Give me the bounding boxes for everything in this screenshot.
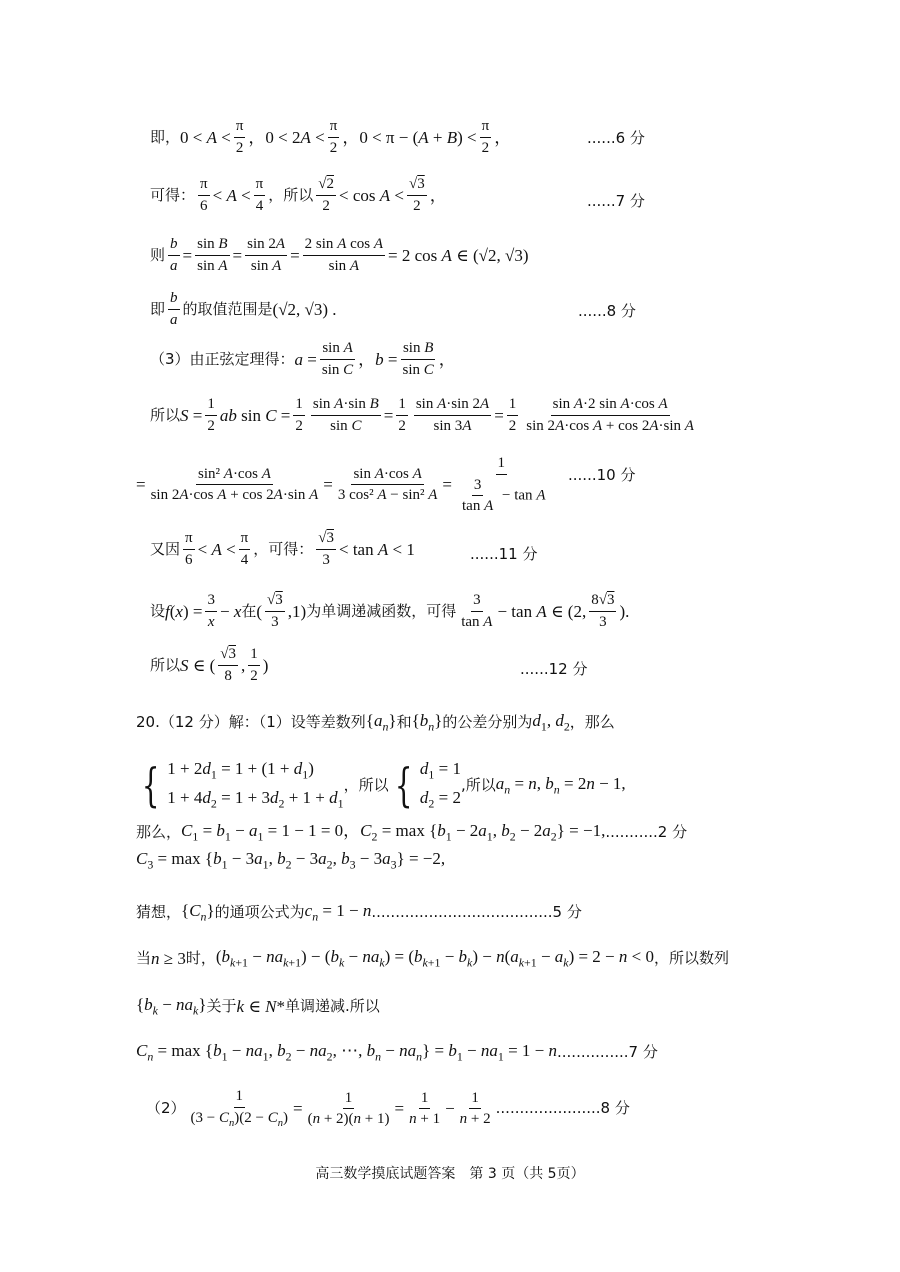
fraction: $\frac{1}{2}$ bbox=[295, 396, 303, 434]
score-marker: ...........2 分 bbox=[605, 823, 688, 842]
answer-line-6: 所以 S = $\frac{1}{2}$ ab sin C = $\frac{1}{2}$ $\frac{\text{sin A·sin B}}{\text{sin C}}$ = $\frac{1}{2}$ $\frac{\text{sin A·sin 2A}}{\sin 3A}$ = $\frac{1}{2}$ $\frac{\text{sin A·2 sin A·cos A}}{\text{sin 2A·cos A + cos 2A·sin A}}$ bbox=[150, 396, 694, 434]
fraction: $\frac{\text{sin A}}{\text{sin C}}$ bbox=[321, 340, 354, 378]
when-line: 当 n ≥ 3 时， $(b_{k+1} - na_{k+1}) - (b_k - na_k) = (b_{k+1} - b_k) - n(a_{k+1} - a_k) = 2 - n < 0$ ，所以数列 bbox=[136, 947, 730, 970]
fraction: $\frac{1}{(3 - C_n)(2 - C_n)}$ bbox=[190, 1088, 288, 1129]
text-mid: 的通项公式为 bbox=[214, 903, 305, 922]
math-expression: ，0 < 2A < bbox=[248, 127, 325, 147]
fraction: $\frac{b}{a}$ bbox=[170, 236, 178, 274]
score-marker: ......................................5 分 bbox=[371, 903, 582, 922]
text-tail: ，那么 bbox=[569, 713, 615, 732]
text-lead: 猜想， bbox=[136, 903, 182, 922]
fraction: 1 $\frac{3}{\text{tan A}}$ − tan A bbox=[462, 455, 546, 514]
fraction: $\frac{√3}{3}$ bbox=[267, 592, 283, 630]
text-lead: 即 bbox=[150, 299, 166, 318]
fraction: $\frac{3}{\text{tan A}}$ bbox=[461, 592, 493, 630]
fraction: $\frac{\pi}{4}$ bbox=[240, 530, 249, 568]
score-marker: ......11 分 bbox=[470, 545, 538, 563]
answer-line-5: （3）由正弦定理得： a = $\frac{\text{sin A}}{\text{sin C}}$ ，b = $\frac{\text{sin B}}{\text{sin C}}$ ， bbox=[150, 340, 456, 378]
score-marker: ......10 分 bbox=[568, 466, 636, 484]
text-mid: 和 bbox=[396, 713, 412, 732]
text-mid: ，可得： bbox=[253, 539, 314, 558]
text-lead: 20.（12 分）解：（1）设等差数列 bbox=[136, 713, 366, 732]
fraction: $\frac{\pi}{6}$ bbox=[200, 176, 208, 214]
answer-line-1: 即， 0 < A < $\frac{\pi}{2}$ ，0 < 2A < $\frac{\pi}{2}$ ，0 < π − (A + B) < $\frac{\pi}{2}$ ， bbox=[150, 118, 512, 156]
answer-line-10: 所以 S ∈ ( $\frac{√3}{8}$ , $\frac{1}{2}$ ) bbox=[150, 646, 269, 684]
fraction: $\frac{\text{sin² A·cos A}}{\text{sin 2A·cos A + cos 2A·sin A}}$ bbox=[150, 465, 319, 504]
score-marker: ......8 分 bbox=[578, 302, 636, 320]
fraction: $\frac{√3}{8}$ bbox=[220, 646, 236, 684]
fraction: $\frac{b}{a}$ bbox=[170, 290, 178, 328]
text-lead: （2） bbox=[146, 1099, 186, 1118]
text-lead: 则 bbox=[150, 245, 166, 264]
text-lead: （3）由正弦定理得： bbox=[150, 349, 295, 368]
monotonic-line: $\{b_k - na_k\}$ 关于 k ∈ N* 单调递减.所以 bbox=[136, 995, 380, 1018]
fraction: $\frac{8√3}{3}$ bbox=[591, 592, 615, 630]
score-marker: ......12 分 bbox=[520, 660, 588, 678]
fraction: $\frac{\text{sin B}}{\text{sin C}}$ bbox=[402, 340, 434, 378]
answer-line-7: = $\frac{\text{sin² A·cos A}}{\text{sin 2A·cos A + cos 2A·sin A}}$ = $\frac{\text{sin A·cos A}}{\text{3 cos² A − sin² A}}$ = 1 $\frac{3}{\text{tan A}}$ − tan A bbox=[136, 455, 546, 514]
score-marker: ......6 分 bbox=[587, 129, 645, 147]
text-lead: 即， bbox=[150, 127, 181, 146]
text-mid: 为单调递减函数，可得 bbox=[306, 601, 457, 620]
fraction: $\frac{\text{sin B}}{\text{sin A}}$ bbox=[197, 236, 228, 274]
math-expression: 0 < A < bbox=[180, 127, 231, 147]
fraction: $\frac{√3}{2}$ bbox=[408, 176, 425, 214]
text-lead: 所以 bbox=[150, 405, 181, 424]
fraction: $\frac{1}{2}$ bbox=[398, 396, 406, 434]
score-marker: ...............7 分 bbox=[557, 1043, 658, 1062]
fraction: $\frac{\pi}{2}$ bbox=[235, 118, 244, 156]
text-mid: 在 bbox=[241, 601, 257, 620]
guess-line: 猜想， $\{C_n\}$ 的通项公式为 $c_n = 1 - n$ ......................................5 分 bbox=[136, 901, 582, 924]
text-lead: 当 bbox=[136, 949, 152, 968]
text-mid: ，所以 bbox=[268, 185, 314, 204]
fraction: $\frac{1}{n + 2}$ bbox=[459, 1089, 491, 1128]
text-mid: 关于 bbox=[206, 997, 237, 1016]
text-lead: 可得： bbox=[150, 185, 196, 204]
equation-system: { $1 + 2d_1 = 1 + (1 + d_1)$ $1 + 4d_2 = 1 + 3d_2 + 1 + d_1$ bbox=[141, 758, 344, 813]
math-expression: = 2 cos A ∈ (√2, √3) bbox=[388, 245, 529, 265]
fraction: $\frac{3}{x}$ bbox=[207, 592, 215, 630]
text-lead: 又因 bbox=[150, 539, 181, 558]
problem-20-heading: 20.（12 分）解：（1）设等差数列 $\{a_n\}$ 和 $\{b_n\}$ 的公差分别为 $d_1$, $d_2$ ，那么 bbox=[136, 711, 615, 734]
text-tail: ,所以 bbox=[460, 775, 496, 794]
fraction: $\frac{1}{2}$ bbox=[508, 396, 517, 434]
fraction: $\frac{\pi}{4}$ bbox=[255, 176, 264, 214]
math-expression: < cos A < bbox=[339, 185, 404, 205]
answer-line-8: 又因 $\frac{\pi}{6}$ < A < $\frac{\pi}{4}$ ，可得： $\frac{√3}{3}$ < tan A < 1 bbox=[150, 530, 415, 568]
fraction: $\frac{1}{(n + 2)(n + 1)}$ bbox=[307, 1089, 390, 1128]
fraction: $\frac{\pi}{2}$ bbox=[329, 118, 338, 156]
text-tail: 单调递减.所以 bbox=[285, 997, 380, 1016]
answer-line-4 bbox=[150, 290, 337, 328]
math-expression: ，0 < π − (A + B) < bbox=[342, 127, 477, 147]
fraction: $\frac{\text{sin A·sin 2A}}{\sin 3A}$ bbox=[415, 396, 490, 434]
part-2-line: （2） $\frac{1}{(3 - C_n)(2 - C_n)}$ = $\frac{1}{(n + 2)(n + 1)}$ = $\frac{1}{n + 1}$ − $\frac{1}{n + 2}$ ......................8 分 bbox=[146, 1088, 630, 1129]
fraction: $\frac{\pi}{2}$ bbox=[481, 118, 490, 156]
text-lead: 所以 bbox=[150, 655, 181, 674]
text-lead: 设 bbox=[150, 601, 166, 620]
text-lead: 那么， bbox=[136, 823, 182, 842]
page-footer: 高三数学摸底试题答案 第 3 页（共 5页） bbox=[315, 1166, 585, 1182]
text-mid: 的公差分别为 bbox=[442, 713, 533, 732]
equation-system: { $d_1 = 1$ $d_2 = 2$ bbox=[394, 758, 461, 813]
fraction: $\frac{√2}{2}$ bbox=[318, 176, 334, 214]
fraction: $\frac{1}{n + 1}$ bbox=[409, 1089, 441, 1128]
answer-line-9: 设 f(x) = $\frac{3}{x}$ − x 在 ( $\frac{√3}{3}$ ,1) 为单调递减函数，可得 $\frac{3}{\text{tan A}}$ − tan A ∈ (2, $\frac{8√3}{3}$ ). bbox=[150, 592, 630, 630]
fraction: $\frac{\text{sin A·2 sin A·cos A}}{\text{sin 2A·cos A + cos 2A·sin A}}$ bbox=[526, 396, 694, 434]
math-expression: (√2, √3) . bbox=[272, 299, 337, 319]
text-mid: 的取值范围是 bbox=[182, 299, 273, 318]
text-tail: ，所以数列 bbox=[654, 949, 730, 968]
fraction: $\frac{√3}{3}$ bbox=[318, 530, 334, 568]
score-marker: ......7 分 bbox=[587, 192, 645, 210]
c3-line: $C_3 = \max \{b_1 - 3a_1$, $b_2 - 3a_2$, $b_3 - 3a_3\} = -2$, bbox=[136, 849, 446, 872]
fraction: $\frac{1}{2}$ bbox=[207, 396, 215, 434]
fraction: $\frac{\text{sin A·cos A}}{\text{3 cos² A − sin² A}}$ bbox=[337, 465, 438, 504]
math-expression: < A < bbox=[212, 185, 251, 205]
answer-line-3: 则 $\frac{b}{a}$ = $\frac{\text{sin B}}{\text{sin A}}$ = $\frac{\sin 2A}{\text{sin A}}$ = $\frac{\text{2 sin A cos A}}{\text{sin A}}$ = 2 cos A ∈ (√2, √3) bbox=[150, 236, 529, 274]
text-mid: 时， bbox=[185, 949, 216, 968]
fraction: $\frac{\text{sin A·sin B}}{\text{sin C}}$ bbox=[312, 396, 379, 434]
text-mid: ，所以 bbox=[343, 775, 389, 794]
c1-c2-line: 那么， $C_1 = b_1 - a_1 = 1 - 1 = 0$，$C_2 = \max \{b_1 - 2a_1$, $b_2 - 2a_2\} = -1$, ...........2 分 bbox=[136, 821, 688, 844]
fraction: $\frac{\sin 2A}{\text{sin A}}$ bbox=[247, 236, 286, 274]
answer-line-2: 可得： $\frac{\pi}{6}$ < A < $\frac{\pi}{4}$ ，所以 $\frac{√2}{2}$ < cos A < $\frac{√3}{2}$ ， bbox=[150, 176, 447, 214]
equation-system-line: { $1 + 2d_1 = 1 + (1 + d_1)$ $1 + 4d_2 = 1 + 3d_2 + 1 + d_1$ ，所以 { $d_1 = 1$ $d_2 = 2$ ,所以 $a_n = n$, $b_n = 2n - 1$, bbox=[136, 760, 626, 811]
cn-line: $C_n = \max \{b_1 - na_1$, $b_2 - na_2$, ⋯, $b_n - na_n\} = b_1 - na_1 = 1 - n$ ...............7 分 bbox=[136, 1041, 658, 1064]
score-marker: ......................8 分 bbox=[495, 1099, 630, 1118]
fraction: $\frac{1}{2}$ bbox=[250, 646, 258, 684]
fraction: $\frac{\text{2 sin A cos A}}{\text{sin A}}$ bbox=[304, 236, 384, 274]
fraction: $\frac{\pi}{6}$ bbox=[185, 530, 193, 568]
